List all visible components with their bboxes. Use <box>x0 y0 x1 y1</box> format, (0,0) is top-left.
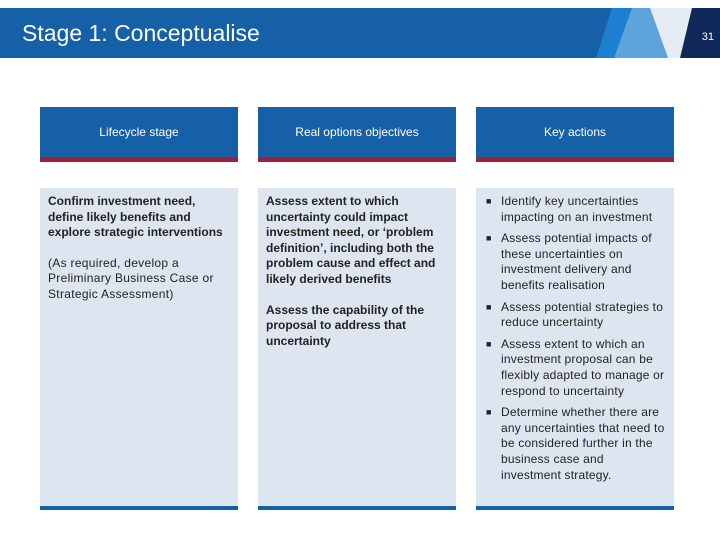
column-body-lifecycle <box>40 188 238 506</box>
square-bullet-icon: ■ <box>486 301 492 312</box>
square-bullet-icon: ■ <box>486 338 492 349</box>
list-item <box>484 231 666 293</box>
body-accent-bar <box>476 506 674 510</box>
header-accent-bar <box>476 157 674 162</box>
page-number: 31 <box>701 31 714 43</box>
objective-paragraph: Assess extent to which uncertainty could impact investment need, or ‘problem definition’, including both the problem cause and effect and likely derived benefits <box>266 194 436 286</box>
column-body-key-actions <box>476 188 674 506</box>
header-accent-bar <box>258 157 456 162</box>
objective-paragraph: Assess the capability of the proposal to address that uncertainty <box>266 302 425 348</box>
square-bullet-icon: ■ <box>486 196 492 206</box>
list-item-text: Assess extent to which an investment proposal can be flexibly adapted to manage or respond to uncertainty <box>501 336 665 398</box>
list-item-text: Assess potential strategies to reduce uncertainty <box>501 299 664 330</box>
key-actions-list <box>484 194 666 483</box>
body-accent-bar <box>40 506 238 510</box>
list-item-text: Assess potential impacts of these uncertainties on investment delivery and benefits realisation <box>501 231 652 292</box>
lifecycle-note: (As required, develop a Preliminary Business Case or Strategic Assessment) <box>48 255 214 301</box>
title-bar <box>0 8 720 58</box>
column-header-real-options: Real options objectives <box>258 107 456 157</box>
list-item-text: Identify key uncertainties impacting on an investment <box>501 194 653 224</box>
column-header-key-actions: Key actions <box>476 107 674 157</box>
list-item-text: Determine whether there are any uncertainties that need to be considered further in the business case and investment strategy. <box>501 405 665 482</box>
column-body-real-options <box>258 188 456 506</box>
list-item <box>484 405 666 483</box>
body-accent-bar <box>258 506 456 510</box>
list-item <box>484 337 666 399</box>
list-item <box>484 194 666 225</box>
lifecycle-paragraph: Confirm investment need, define likely benefits and explore strategic interventions <box>48 194 223 240</box>
column-header-lifecycle: Lifecycle stage <box>40 107 238 157</box>
list-item <box>484 300 666 331</box>
page-title: Stage 1: Conceptualise <box>22 20 260 46</box>
square-bullet-icon: ■ <box>486 407 492 418</box>
header-accent-bar <box>40 157 238 162</box>
square-bullet-icon: ■ <box>486 233 492 244</box>
